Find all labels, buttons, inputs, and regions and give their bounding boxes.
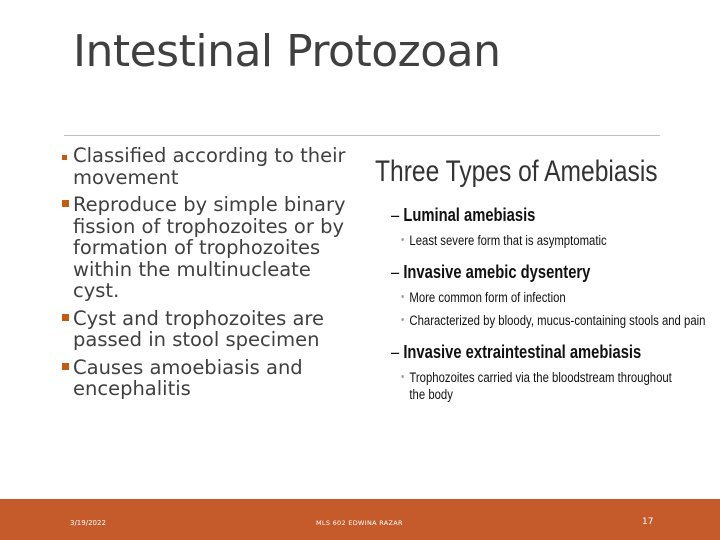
figure-section-heading: – Luminal amebiasis xyxy=(391,205,536,225)
amebiasis-figure xyxy=(370,152,706,403)
square-bullet-icon xyxy=(62,200,69,207)
figure-title: Three Types of Amebiasis xyxy=(375,155,658,188)
dot-bullet-icon: • xyxy=(401,291,405,303)
bullet-text: Cyst and trophozoites are passed in stool specimen xyxy=(73,306,324,351)
footer-date: 3/19/2022 xyxy=(70,519,106,527)
figure-section-heading: – Invasive amebic dysentery xyxy=(391,262,591,282)
footer-author: MLS 602 EDWINA RAZAR xyxy=(316,519,403,527)
section-item-text: Characterized by bloody, mucus-containing stools and pain xyxy=(409,313,706,328)
dot-bullet-icon: • xyxy=(401,234,405,246)
bullet-text: Reproduce by simple binary fission of trophozoites or by formation of trophozoites within the multinucleate cyst. xyxy=(73,193,346,302)
square-bullet-icon xyxy=(62,314,69,321)
figure-section-item xyxy=(401,232,644,249)
section-heading-text: Invasive amebic dysentery xyxy=(403,262,591,282)
title-divider xyxy=(64,135,660,136)
bullet-item xyxy=(62,357,362,400)
square-bullet-icon xyxy=(62,363,69,370)
bullet-text: Classified according to their movement xyxy=(73,144,346,189)
section-item-text: Least severe form that is asymptomatic xyxy=(409,233,607,248)
section-item-text: Trophozoites carried via the bloodstream throughout the body xyxy=(409,370,672,402)
section-heading-text: Invasive extraintestinal amebiasis xyxy=(403,342,642,362)
figure-section-item xyxy=(401,369,687,403)
figure-section-item xyxy=(401,289,644,306)
bullet-text: Causes amoebiasis and encephalitis xyxy=(73,355,303,400)
dot-bullet-icon: • xyxy=(401,371,405,383)
bullet-list xyxy=(62,145,362,406)
footer-bar xyxy=(0,499,720,540)
section-heading-text: Luminal amebiasis xyxy=(403,205,536,225)
figure-section-item xyxy=(401,312,706,329)
bullet-item xyxy=(62,194,362,302)
slide-number: 17 xyxy=(642,517,654,527)
dot-bullet-icon: • xyxy=(401,314,405,326)
figure-section-heading: – Invasive extraintestinal amebiasis xyxy=(391,342,642,362)
section-item-text: More common form of infection xyxy=(409,290,566,305)
bullet-item xyxy=(62,145,362,188)
square-bullet-icon xyxy=(62,155,67,160)
bullet-item xyxy=(62,308,362,351)
slide-title: Intestinal Protozoan xyxy=(73,26,501,77)
